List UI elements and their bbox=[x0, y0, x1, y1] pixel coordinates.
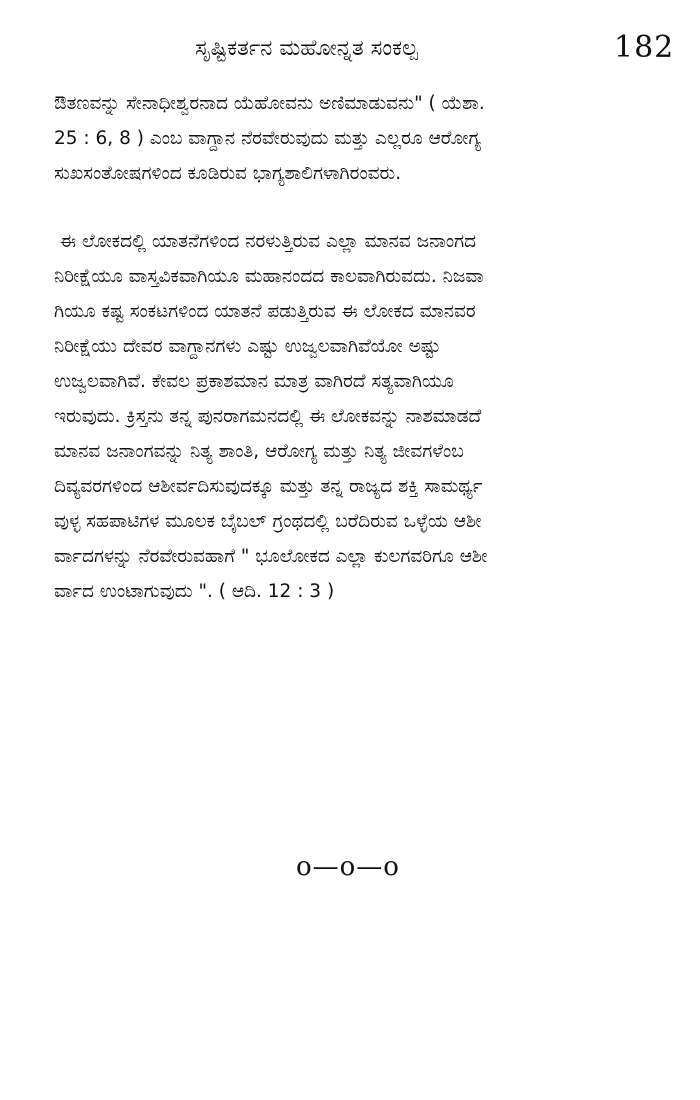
running-header-title: ಸೃಷ್ಟಿಕರ್ತನ ಮಹೋನ್ನತ ಸಂಕಲ್ಪ bbox=[195, 36, 418, 61]
text-line: ನಿರೀಕ್ಷೆಯೂ ವಾಸ್ತವಿಕವಾಗಿಯೂ ಮಹಾನಂದದ ಕಾಲವಾಗಿರುವದು. ನಿಜವಾ bbox=[54, 266, 484, 287]
text-line: ನಿರೀಕ್ಷೆಯು ದೇವರ ವಾಗ್ದಾನಗಳು ಎಷ್ಟು ಉಜ್ವಲವಾಗಿವೆಯೋ ಅಷ್ಟು bbox=[54, 336, 441, 357]
paragraph-2 bbox=[54, 224, 674, 609]
text-line: ರ್ವಾದ ಉಂಟಾಗುವುದು ". ( ಆದಿ. 12 : 3 ) bbox=[54, 581, 335, 602]
text-line: ಗಿಯೂ ಕಷ್ಟ ಸಂಕಟಗಳಿಂದ ಯಾತನೆ ಪಡುತ್ತಿರುವ ಈ ಲೋಕದ ಮಾನವರ bbox=[54, 301, 476, 322]
text-line: ಮಾನವ ಜನಾಂಗವನ್ನು ನಿತ್ಯ ಶಾಂತಿ, ಆರೋಗ್ಯ ಮತ್ತು ನಿತ್ಯ ಜೀವಗಳೆಂಬ bbox=[54, 441, 464, 462]
text-line: ವುಳ್ಳ ಸಹಪಾಟಿಗಳ ಮೂಲಕ ಬೈಬಲ್ ಗ್ರಂಥದಲ್ಲಿ ಬರೆದಿರುವ ಒಳ್ಳೆಯ ಆಶೀ bbox=[54, 511, 482, 532]
text-line: 25 : 6, 8 ) ಎಂಬ ವಾಗ್ದಾನ ನೆರವೇರುವುದು ಮತ್ತು ಎಲ್ಲರೂ ಆರೋಗ್ಯ bbox=[54, 128, 482, 149]
page-number: 182 bbox=[614, 30, 675, 65]
text-line: ಈ ಲೋಕದಲ್ಲಿ ಯಾತನೆಗಳಿಂದ ನರಳುತ್ತಿರುವ ಎಲ್ಲಾ ಮಾನವ ಜನಾಂಗದ bbox=[60, 231, 477, 252]
text-line: ದಿವ್ಯವರಗಳಿಂದ ಆಶೀರ್ವದಿಸುವುದಕ್ಕೂ ಮತ್ತು ತನ್ನ ರಾಜ್ಯದ ಶಕ್ತಿ ಸಾಮರ್ಥ್ಯ bbox=[54, 476, 483, 497]
paragraph-1 bbox=[54, 86, 674, 191]
text-line: ಉಜ್ವಲವಾಗಿವೆ. ಕೇವಲ ಪ್ರಕಾಶಮಾನ ಮಾತ್ರ ವಾಗಿರದೆ ಸತ್ಯವಾಗಿಯೂ bbox=[54, 371, 454, 392]
text-line: ಔತಣವನ್ನು ಸೇನಾಧೀಶ್ವರನಾದ ಯೆಹೋವನು ಅಣಿಮಾಡುವನು" ( ಯೆಶಾ. bbox=[54, 93, 485, 114]
text-line: ಸುಖಸಂತೋಷಗಳಿಂದ ಕೂಡಿರುವ ಭಾಗ್ಯಶಾಲಿಗಳಾಗಿರಂವರು. bbox=[54, 163, 402, 184]
text-line: ಇರುವುದು. ಕ್ರಿಸ್ತನು ತನ್ನ ಪುನರಾಗಮನದಲ್ಲಿ ಈ ಲೋಕವನ್ನು ನಾಶಮಾಡದೆ bbox=[54, 406, 482, 427]
text-line: ರ್ವಾದಗಳನ್ನು ನೆರವೇರುವಹಾಗೆ " ಭೂಲೋಕದ ಎಲ್ಲಾ ಕುಲಗವರಿಗೂ ಆಶೀ bbox=[54, 546, 488, 567]
section-end-ornament: o—o—o bbox=[296, 852, 400, 882]
